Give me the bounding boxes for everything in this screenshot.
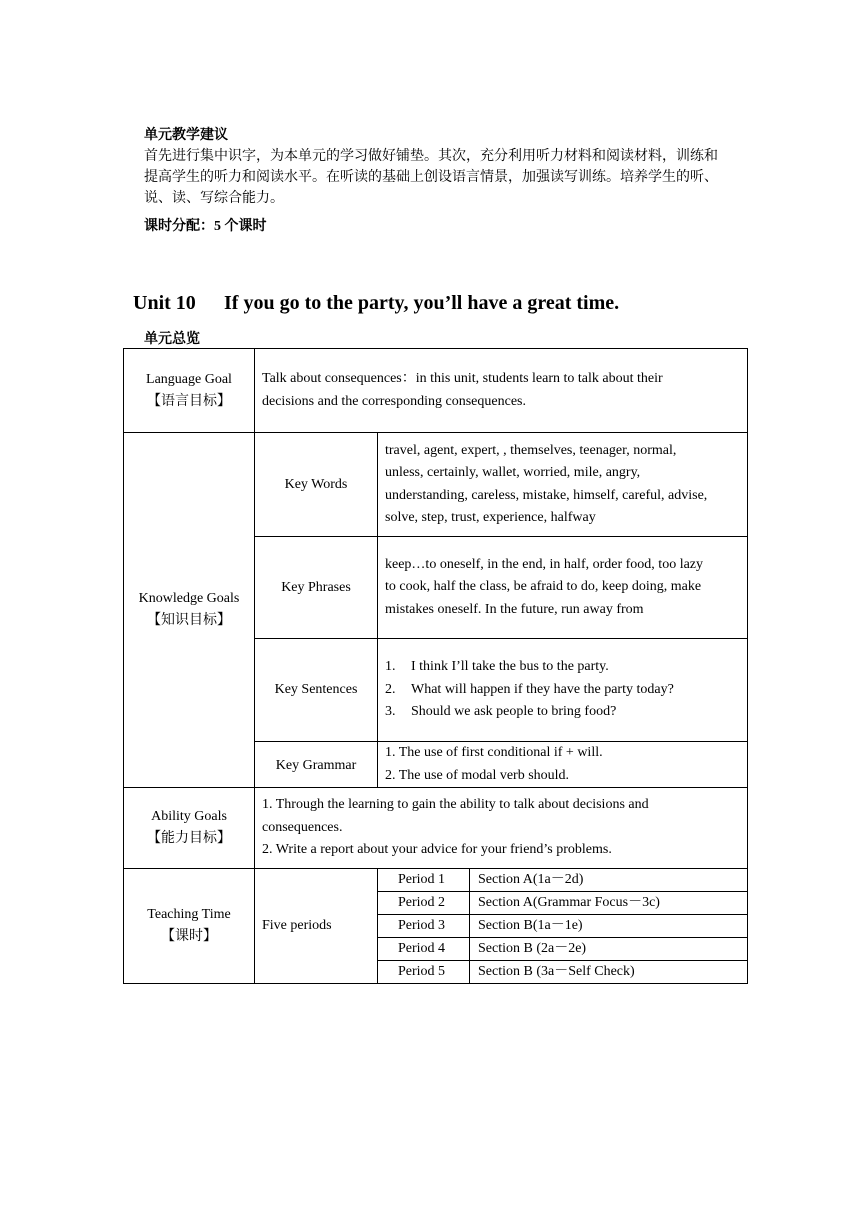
content-line: solve, step, trust, experience, halfway	[385, 510, 596, 525]
teaching-time-row	[124, 869, 748, 892]
teaching-time-label	[124, 869, 255, 984]
key-words-content	[378, 433, 748, 537]
key-grammar-content	[378, 742, 748, 788]
sentence-list	[385, 656, 741, 724]
teaching-suggestion-text	[144, 146, 784, 209]
key-sentences-label: Key Sentences	[255, 639, 378, 742]
period-label: Period 4	[378, 938, 470, 961]
suggestion-line: 说、读、写综合能力。	[144, 191, 284, 206]
suggestion-line: 提高学生的听力和阅读水平。在听读的基础上创设语言情景，加强读写训练。培养学生的听、	[144, 170, 718, 185]
period-label: Period 3	[378, 915, 470, 938]
period-section: Section A(Grammar Focus－3c)	[470, 892, 748, 915]
period-label: Period 2	[378, 892, 470, 915]
suggestion-line: 首先进行集中识字，为本单元的学习做好铺垫。其次，充分利用听力材料和阅读材料，训练和	[144, 149, 718, 164]
sentence-item	[385, 679, 741, 702]
label-cn: 【能力目标】	[147, 831, 231, 846]
key-phrases-label: Key Phrases	[255, 537, 378, 639]
language-goal-content	[255, 349, 748, 433]
unit-number: Unit 10	[133, 292, 196, 314]
content-line: consequences.	[262, 819, 343, 835]
content-line: 1. Through the learning to gain the ability to talk about decisions and	[262, 797, 649, 813]
item-number: 3.	[385, 704, 396, 720]
content-line: Talk about consequences：in this unit, students learn to talk about their	[262, 371, 663, 386]
content-line: travel, agent, expert, , themselves, teenager, normal,	[385, 442, 677, 458]
content-line: keep…to oneself, in the end, in half, order food, too lazy	[385, 556, 704, 572]
content-line: 1. The use of first conditional if + will.	[385, 745, 603, 760]
unit-title: If you go to the party, you’ll have a great time.	[224, 292, 620, 314]
period-section: Section B(1a－1e)	[470, 915, 748, 938]
content-line: mistakes oneself. In the future, run away from	[385, 601, 644, 617]
language-goal-row	[124, 349, 748, 433]
sentence-item	[385, 656, 741, 679]
content-line: 2. Write a report about your advice for your friend’s problems.	[262, 842, 612, 858]
period-section: Section B (3a－Self Check)	[470, 961, 748, 984]
period-label: Period 5	[378, 961, 470, 984]
key-words-row	[124, 433, 748, 537]
content-line: 2. The use of modal verb should.	[385, 767, 570, 783]
label-cn: 【知识目标】	[147, 613, 231, 628]
period-section: Section B (2a－2e)	[470, 938, 748, 961]
item-text: Should we ask people to bring food?	[411, 704, 617, 720]
item-number: 1.	[385, 659, 396, 675]
ability-goals-label	[124, 788, 255, 869]
content-line: unless, certainly, wallet, worried, mile, angry,	[385, 465, 641, 480]
unit-overview-table	[123, 348, 748, 984]
label-en: Knowledge Goals	[138, 591, 240, 606]
period-section: Section A(1a－2d)	[470, 869, 748, 892]
key-sentences-content	[378, 639, 748, 742]
overview-heading: 单元总览	[144, 332, 200, 347]
language-goal-label	[124, 349, 255, 433]
content-line: to cook, half the class, be afraid to do, keep doing, make	[385, 579, 702, 595]
teaching-suggestion-heading: 单元教学建议	[144, 128, 228, 143]
item-text: I think I’ll take the bus to the party.	[411, 659, 609, 675]
key-words-label: Key Words	[255, 433, 378, 537]
ability-goals-row	[124, 788, 748, 869]
item-number: 2.	[385, 681, 396, 697]
label-en: Ability Goals	[151, 809, 227, 824]
key-phrases-content	[378, 537, 748, 639]
class-allocation: 课时分配：5 个课时	[144, 219, 267, 234]
period-label: Period 1	[378, 869, 470, 892]
key-grammar-label: Key Grammar	[255, 742, 378, 788]
label-en: Language Goal	[146, 371, 232, 387]
teaching-time-summary: Five periods	[255, 869, 378, 984]
item-text: What will happen if they have the party today?	[411, 681, 674, 697]
content-line: decisions and the corresponding consequences.	[262, 393, 526, 409]
label-cn: 【语言目标】	[147, 393, 231, 409]
label-en: Teaching Time	[147, 907, 231, 922]
label-cn: 【课时】	[161, 929, 217, 944]
knowledge-goals-label	[124, 433, 255, 788]
sentence-item	[385, 701, 741, 724]
content-line: understanding, careless, mistake, himself, careful, advise,	[385, 487, 708, 503]
ability-goals-content	[255, 788, 748, 869]
